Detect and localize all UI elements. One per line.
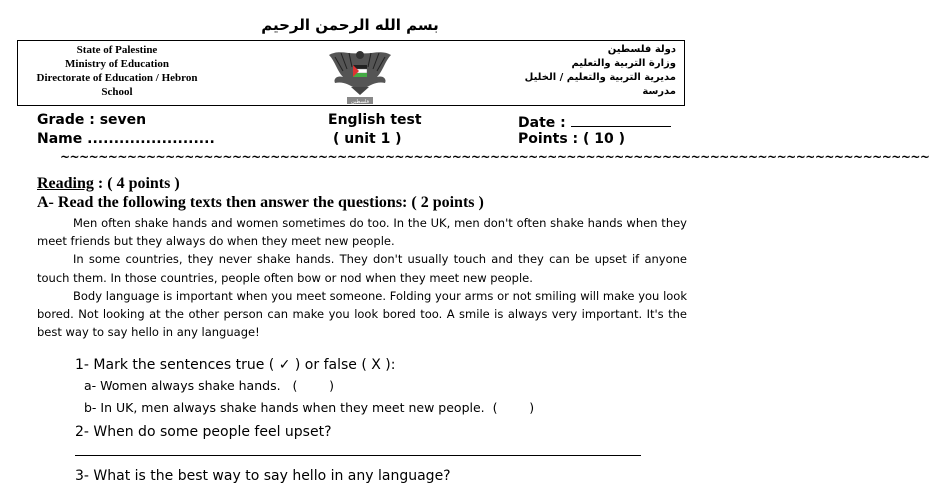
divider: ~~~~~~~~~~~~~~~~~~~~~~~~~~~~~~~~~~~~~~~~~~~~~~~~~~~~~~~~~~~~~~~~~~~~~~~~~~~~~~~~~~~~~~~~~~~ — [60, 150, 929, 164]
bismillah-heading: بسم الله الرحمن الرحيم — [261, 16, 439, 34]
test-title: English test — [328, 112, 422, 128]
passage-paragraph: Body language is important when you meet someone. Folding your arms or not smiling will make you look bored. Not looking at the other person can make you look bored too. A smile is always very important. It's the best way to say hello in any language! — [37, 288, 687, 340]
question-2: 2- When do some people feel upset? — [75, 424, 332, 440]
header-line-school: School — [101, 86, 133, 98]
date-field[interactable] — [518, 112, 671, 131]
points-label: Points : ( 10 ) — [518, 131, 626, 147]
header-line-directorate-ar: مديرية التربية والتعليم / الخليل — [524, 72, 676, 83]
reading-heading — [37, 175, 180, 193]
emblem-caption: فلسطين — [351, 99, 369, 105]
header-line-state-ar: دولة فلسطين — [607, 44, 676, 55]
school-header — [17, 40, 685, 106]
reading-passage — [37, 214, 687, 341]
answer-line-q2[interactable] — [75, 455, 641, 456]
header-arabic — [506, 43, 676, 99]
header-line-ministry-ar: وزارة التربية والتعليم — [571, 58, 676, 69]
question-1: 1- Mark the sentences true ( ✓ ) or false ( X ): — [75, 357, 396, 373]
grade-label: Grade : seven — [37, 112, 147, 128]
passage-paragraph: In some countries, they never shake hands. They don't usually touch and they can be upset if anyone touch them. In those countries, people often bow or nod when they meet new people. — [37, 252, 687, 285]
section-a-instructions: A- Read the following texts then answer the questions: ( 2 points ) — [37, 194, 484, 211]
question-3: 3- What is the best way to say hello in any language? — [75, 468, 451, 484]
unit-label: ( unit 1 ) — [333, 131, 402, 147]
header-line-school-ar: مدرسة — [642, 86, 676, 97]
header-line-state: State of Palestine — [76, 44, 158, 56]
reading-title: Reading — [37, 175, 94, 192]
date-label: Date : — [518, 115, 566, 131]
reading-points: : ( 4 points ) — [97, 175, 180, 192]
name-field[interactable]: Name ........................ — [37, 131, 215, 147]
palestine-emblem-icon — [325, 45, 395, 107]
header-line-ministry: Ministry of Education — [65, 58, 169, 70]
header-english — [22, 43, 212, 99]
passage-paragraph: Men often shake hands and women sometimes do too. In the UK, men don't often shake hands when they meet friends but they always do when they meet new people. — [37, 216, 687, 249]
question-1b[interactable]: b- In UK, men always shake hands when they meet new people. ( ) — [84, 400, 535, 415]
date-blank[interactable] — [571, 112, 671, 127]
question-1a[interactable]: a- Women always shake hands. ( ) — [84, 378, 335, 393]
header-line-directorate: Directorate of Education / Hebron — [36, 72, 198, 84]
